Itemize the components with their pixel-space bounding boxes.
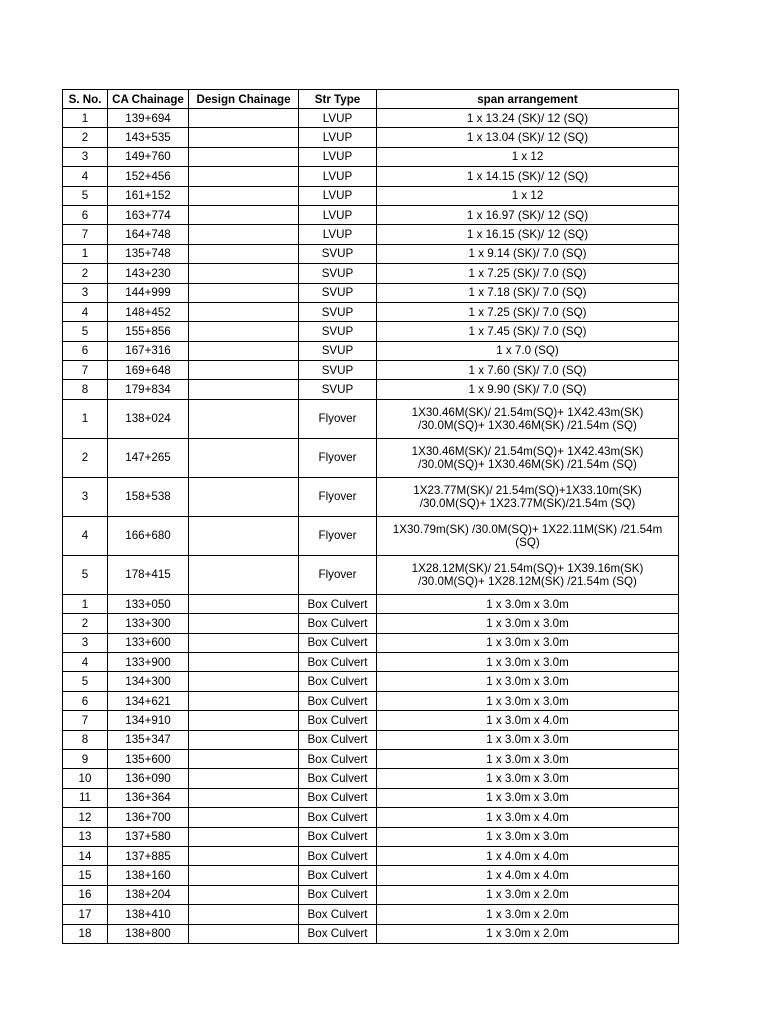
cell-design-chainage [189,438,299,477]
cell-str-type: Box Culvert [299,846,377,865]
cell-ca-chainage: 138+204 [108,885,189,904]
cell-ca-chainage: 143+535 [108,128,189,147]
cell-design-chainage [189,691,299,710]
cell-design-chainage [189,769,299,788]
cell-design-chainage [189,380,299,399]
span-line: 1 x 7.0 (SQ) [496,344,559,358]
cell-ca-chainage: 161+152 [108,186,189,205]
cell-ca-chainage: 137+580 [108,827,189,846]
cell-sno: 5 [63,186,108,205]
span-line: 1X23.77M(SK)/ 21.54m(SQ)+1X33.10m(SK) [413,483,642,497]
cell-design-chainage [189,885,299,904]
span-line: /30.0M(SQ)+ 1X28.12M(SK) /21.54m (SQ) [418,574,637,588]
cell-ca-chainage: 169+648 [108,361,189,380]
cell-ca-chainage: 139+694 [108,109,189,128]
cell-str-type: Box Culvert [299,788,377,807]
cell-sno: 9 [63,749,108,768]
cell-str-type: Flyover [299,477,377,516]
cell-span-arrangement [377,438,679,477]
cell-sno: 18 [63,924,108,943]
cell-str-type: Box Culvert [299,749,377,768]
cell-span-arrangement [377,846,679,865]
cell-str-type: LVUP [299,167,377,186]
cell-span-arrangement [377,399,679,438]
cell-span-arrangement [377,147,679,166]
span-line: 1 x 9.90 (SK)/ 7.0 (SQ) [468,383,587,397]
cell-sno: 5 [63,555,108,594]
cell-ca-chainage: 133+050 [108,594,189,613]
span-line: 1 x 4.0m x 4.0m [486,849,569,863]
cell-span-arrangement [377,380,679,399]
cell-str-type: LVUP [299,109,377,128]
cell-str-type: Box Culvert [299,691,377,710]
cell-str-type: Flyover [299,555,377,594]
span-line: 1 x 3.0m x 3.0m [486,616,569,630]
table-row [63,711,679,730]
table-row [63,594,679,613]
cell-ca-chainage: 138+160 [108,866,189,885]
span-line: 1 x 12 [511,150,544,164]
cell-span-arrangement [377,322,679,341]
table-row [63,399,679,438]
cell-str-type: Box Culvert [299,594,377,613]
cell-str-type: LVUP [299,186,377,205]
cell-ca-chainage: 133+900 [108,653,189,672]
table-row [63,866,679,885]
cell-span-arrangement [377,361,679,380]
table-row [63,167,679,186]
table-row [63,846,679,865]
span-line: 1 x 3.0m x 3.0m [486,772,569,786]
cell-design-chainage [189,555,299,594]
cell-sno: 10 [63,769,108,788]
header-ca-chainage: CA Chainage [108,90,189,109]
cell-sno: 6 [63,205,108,224]
table-row [63,691,679,710]
cell-span-arrangement [377,341,679,360]
cell-design-chainage [189,672,299,691]
cell-design-chainage [189,866,299,885]
span-line: 1 x 3.0m x 3.0m [486,675,569,689]
cell-ca-chainage: 148+452 [108,302,189,321]
cell-span-arrangement [377,749,679,768]
cell-sno: 1 [63,244,108,263]
table-row [63,477,679,516]
span-line: 1 x 16.97 (SK)/ 12 (SQ) [466,208,589,222]
cell-ca-chainage: 164+748 [108,225,189,244]
span-line: 1 x 3.0m x 3.0m [486,655,569,669]
table-row [63,322,679,341]
cell-str-type: Flyover [299,399,377,438]
structures-table [62,89,679,944]
cell-str-type: Box Culvert [299,633,377,652]
table-row [63,438,679,477]
span-line: 1 x 14.15 (SK)/ 12 (SQ) [466,169,589,183]
span-line: 1 x 3.0m x 4.0m [486,713,569,727]
span-line: 1 x 3.0m x 3.0m [486,694,569,708]
cell-span-arrangement [377,283,679,302]
cell-span-arrangement [377,205,679,224]
cell-ca-chainage: 135+347 [108,730,189,749]
cell-span-arrangement [377,885,679,904]
cell-ca-chainage: 143+230 [108,264,189,283]
table-row [63,788,679,807]
cell-ca-chainage: 135+600 [108,749,189,768]
table-row [63,672,679,691]
span-line: 1 x 3.0m x 3.0m [486,597,569,611]
cell-design-chainage [189,264,299,283]
span-line: 1 x 7.60 (SK)/ 7.0 (SQ) [468,363,587,377]
cell-ca-chainage: 136+090 [108,769,189,788]
cell-str-type: Box Culvert [299,769,377,788]
table-row [63,361,679,380]
span-line: 1 x 3.0m x 3.0m [486,636,569,650]
cell-span-arrangement [377,516,679,555]
cell-span-arrangement [377,691,679,710]
cell-str-type: Box Culvert [299,653,377,672]
table-row [63,186,679,205]
cell-design-chainage [189,730,299,749]
table-row [63,244,679,263]
cell-sno: 6 [63,691,108,710]
cell-sno: 4 [63,167,108,186]
table-body [63,109,679,944]
span-line: 1X28.12M(SK)/ 21.54m(SQ)+ 1X39.16m(SK) [411,561,644,575]
span-line: 1 x 3.0m x 2.0m [486,907,569,921]
cell-design-chainage [189,147,299,166]
table-row [63,614,679,633]
cell-sno: 4 [63,516,108,555]
cell-sno: 2 [63,128,108,147]
cell-span-arrangement [377,264,679,283]
cell-design-chainage [189,711,299,730]
cell-str-type: SVUP [299,283,377,302]
cell-sno: 7 [63,711,108,730]
cell-sno: 8 [63,730,108,749]
span-line: 1 x 13.24 (SK)/ 12 (SQ) [466,111,589,125]
span-line: 1 x 9.14 (SK)/ 7.0 (SQ) [468,247,587,261]
span-line: (SQ) [515,535,540,549]
table-row [63,808,679,827]
cell-ca-chainage: 134+621 [108,691,189,710]
table-row [63,633,679,652]
cell-design-chainage [189,167,299,186]
cell-ca-chainage: 179+834 [108,380,189,399]
cell-str-type: Box Culvert [299,614,377,633]
cell-sno: 13 [63,827,108,846]
span-line: 1 x 3.0m x 3.0m [486,830,569,844]
cell-str-type: Box Culvert [299,827,377,846]
span-line: 1 x 3.0m x 2.0m [486,888,569,902]
cell-ca-chainage: 138+800 [108,924,189,943]
cell-sno: 3 [63,147,108,166]
cell-sno: 3 [63,283,108,302]
cell-sno: 1 [63,399,108,438]
cell-design-chainage [189,827,299,846]
table-row [63,109,679,128]
span-line: 1X30.46M(SK)/ 21.54m(SQ)+ 1X42.43m(SK) [411,405,644,419]
cell-ca-chainage: 137+885 [108,846,189,865]
header-str-type: Str Type [299,90,377,109]
cell-str-type: Flyover [299,516,377,555]
span-line: 1 x 16.15 (SK)/ 12 (SQ) [466,228,589,242]
cell-sno: 2 [63,614,108,633]
span-line: 1 x 3.0m x 3.0m [486,791,569,805]
cell-ca-chainage: 167+316 [108,341,189,360]
cell-ca-chainage: 138+410 [108,905,189,924]
cell-span-arrangement [377,477,679,516]
cell-str-type: Box Culvert [299,711,377,730]
cell-design-chainage [189,614,299,633]
cell-design-chainage [189,749,299,768]
cell-str-type: LVUP [299,128,377,147]
cell-str-type: Flyover [299,438,377,477]
cell-ca-chainage: 138+024 [108,399,189,438]
cell-sno: 8 [63,380,108,399]
cell-design-chainage [189,244,299,263]
cell-str-type: SVUP [299,361,377,380]
cell-span-arrangement [377,788,679,807]
cell-str-type: SVUP [299,341,377,360]
header-sno: S. No. [63,90,108,109]
cell-span-arrangement [377,594,679,613]
cell-str-type: SVUP [299,322,377,341]
span-line: /30.0M(SQ)+ 1X23.77M(SK)/21.54m (SQ) [419,496,636,510]
cell-design-chainage [189,322,299,341]
cell-sno: 5 [63,322,108,341]
table-row [63,749,679,768]
cell-ca-chainage: 152+456 [108,167,189,186]
cell-span-arrangement [377,167,679,186]
span-line: 1 x 13.04 (SK)/ 12 (SQ) [466,131,589,145]
table-row [63,264,679,283]
cell-str-type: Box Culvert [299,866,377,885]
table-row [63,885,679,904]
cell-sno: 5 [63,672,108,691]
span-line: 1 x 3.0m x 2.0m [486,927,569,941]
cell-span-arrangement [377,128,679,147]
cell-str-type: Box Culvert [299,730,377,749]
header-span-arrangement: span arrangement [377,90,679,109]
cell-design-chainage [189,205,299,224]
table-row [63,555,679,594]
cell-str-type: SVUP [299,264,377,283]
cell-design-chainage [189,516,299,555]
cell-sno: 6 [63,341,108,360]
cell-ca-chainage: 166+680 [108,516,189,555]
cell-span-arrangement [377,924,679,943]
cell-design-chainage [189,128,299,147]
cell-ca-chainage: 163+774 [108,205,189,224]
cell-span-arrangement [377,614,679,633]
cell-str-type: LVUP [299,205,377,224]
table-row [63,380,679,399]
cell-sno: 2 [63,264,108,283]
cell-span-arrangement [377,808,679,827]
cell-sno: 3 [63,477,108,516]
cell-span-arrangement [377,672,679,691]
cell-design-chainage [189,477,299,516]
cell-span-arrangement [377,827,679,846]
span-line: 1 x 7.25 (SK)/ 7.0 (SQ) [468,266,587,280]
cell-design-chainage [189,633,299,652]
cell-sno: 3 [63,633,108,652]
table-row [63,730,679,749]
span-line: 1 x 7.18 (SK)/ 7.0 (SQ) [468,286,587,300]
span-line: 1 x 3.0m x 4.0m [486,810,569,824]
cell-sno: 2 [63,438,108,477]
cell-str-type: Box Culvert [299,808,377,827]
cell-design-chainage [189,361,299,380]
span-line: 1 x 7.45 (SK)/ 7.0 (SQ) [468,324,587,338]
cell-str-type: LVUP [299,147,377,166]
cell-span-arrangement [377,769,679,788]
table-row [63,653,679,672]
cell-design-chainage [189,109,299,128]
cell-design-chainage [189,186,299,205]
cell-ca-chainage: 133+600 [108,633,189,652]
cell-sno: 7 [63,361,108,380]
cell-span-arrangement [377,225,679,244]
cell-span-arrangement [377,866,679,885]
cell-sno: 11 [63,788,108,807]
cell-design-chainage [189,341,299,360]
header-design-chainage: Design Chainage [189,90,299,109]
span-line: 1 x 4.0m x 4.0m [486,869,569,883]
cell-ca-chainage: 178+415 [108,555,189,594]
cell-span-arrangement [377,186,679,205]
cell-span-arrangement [377,730,679,749]
cell-span-arrangement [377,711,679,730]
cell-span-arrangement [377,905,679,924]
span-line: 1X30.79m(SK) /30.0M(SQ)+ 1X22.11M(SK) /21.54m [392,522,663,536]
table-row [63,147,679,166]
cell-span-arrangement [377,109,679,128]
cell-sno: 16 [63,885,108,904]
cell-ca-chainage: 135+748 [108,244,189,263]
table-row [63,302,679,321]
cell-str-type: SVUP [299,380,377,399]
span-line: /30.0M(SQ)+ 1X30.46M(SK) /21.54m (SQ) [418,457,637,471]
cell-sno: 1 [63,109,108,128]
cell-design-chainage [189,808,299,827]
span-line: 1 x 3.0m x 3.0m [486,752,569,766]
span-line: 1 x 3.0m x 3.0m [486,733,569,747]
cell-sno: 1 [63,594,108,613]
cell-ca-chainage: 158+538 [108,477,189,516]
table-row [63,516,679,555]
cell-design-chainage [189,283,299,302]
cell-span-arrangement [377,244,679,263]
cell-str-type: Box Culvert [299,672,377,691]
cell-sno: 14 [63,846,108,865]
cell-design-chainage [189,653,299,672]
cell-sno: 4 [63,653,108,672]
cell-str-type: SVUP [299,302,377,321]
cell-span-arrangement [377,653,679,672]
cell-str-type: Box Culvert [299,885,377,904]
cell-sno: 4 [63,302,108,321]
span-line: 1 x 12 [511,189,544,203]
cell-ca-chainage: 136+364 [108,788,189,807]
cell-sno: 17 [63,905,108,924]
span-line: 1 x 7.25 (SK)/ 7.0 (SQ) [468,305,587,319]
cell-design-chainage [189,399,299,438]
table-row [63,827,679,846]
cell-design-chainage [189,788,299,807]
cell-span-arrangement [377,302,679,321]
cell-str-type: LVUP [299,225,377,244]
cell-sno: 12 [63,808,108,827]
cell-design-chainage [189,905,299,924]
cell-str-type: SVUP [299,244,377,263]
table-row [63,225,679,244]
cell-sno: 15 [63,866,108,885]
cell-ca-chainage: 149+760 [108,147,189,166]
cell-span-arrangement [377,633,679,652]
cell-ca-chainage: 134+910 [108,711,189,730]
cell-design-chainage [189,924,299,943]
span-line: /30.0M(SQ)+ 1X30.46M(SK) /21.54m (SQ) [418,418,637,432]
table-row [63,769,679,788]
cell-design-chainage [189,594,299,613]
table-row [63,924,679,943]
cell-str-type: Box Culvert [299,905,377,924]
cell-design-chainage [189,846,299,865]
table-row [63,283,679,302]
table-row [63,905,679,924]
cell-ca-chainage: 155+856 [108,322,189,341]
cell-span-arrangement [377,555,679,594]
cell-ca-chainage: 147+265 [108,438,189,477]
cell-sno: 7 [63,225,108,244]
cell-ca-chainage: 136+700 [108,808,189,827]
cell-ca-chainage: 134+300 [108,672,189,691]
table-row [63,128,679,147]
table-row [63,341,679,360]
cell-str-type: Box Culvert [299,924,377,943]
span-line: 1X30.46M(SK)/ 21.54m(SQ)+ 1X42.43m(SK) [411,444,644,458]
table-row [63,205,679,224]
cell-design-chainage [189,225,299,244]
cell-ca-chainage: 133+300 [108,614,189,633]
cell-design-chainage [189,302,299,321]
cell-ca-chainage: 144+999 [108,283,189,302]
header-row [63,90,679,109]
